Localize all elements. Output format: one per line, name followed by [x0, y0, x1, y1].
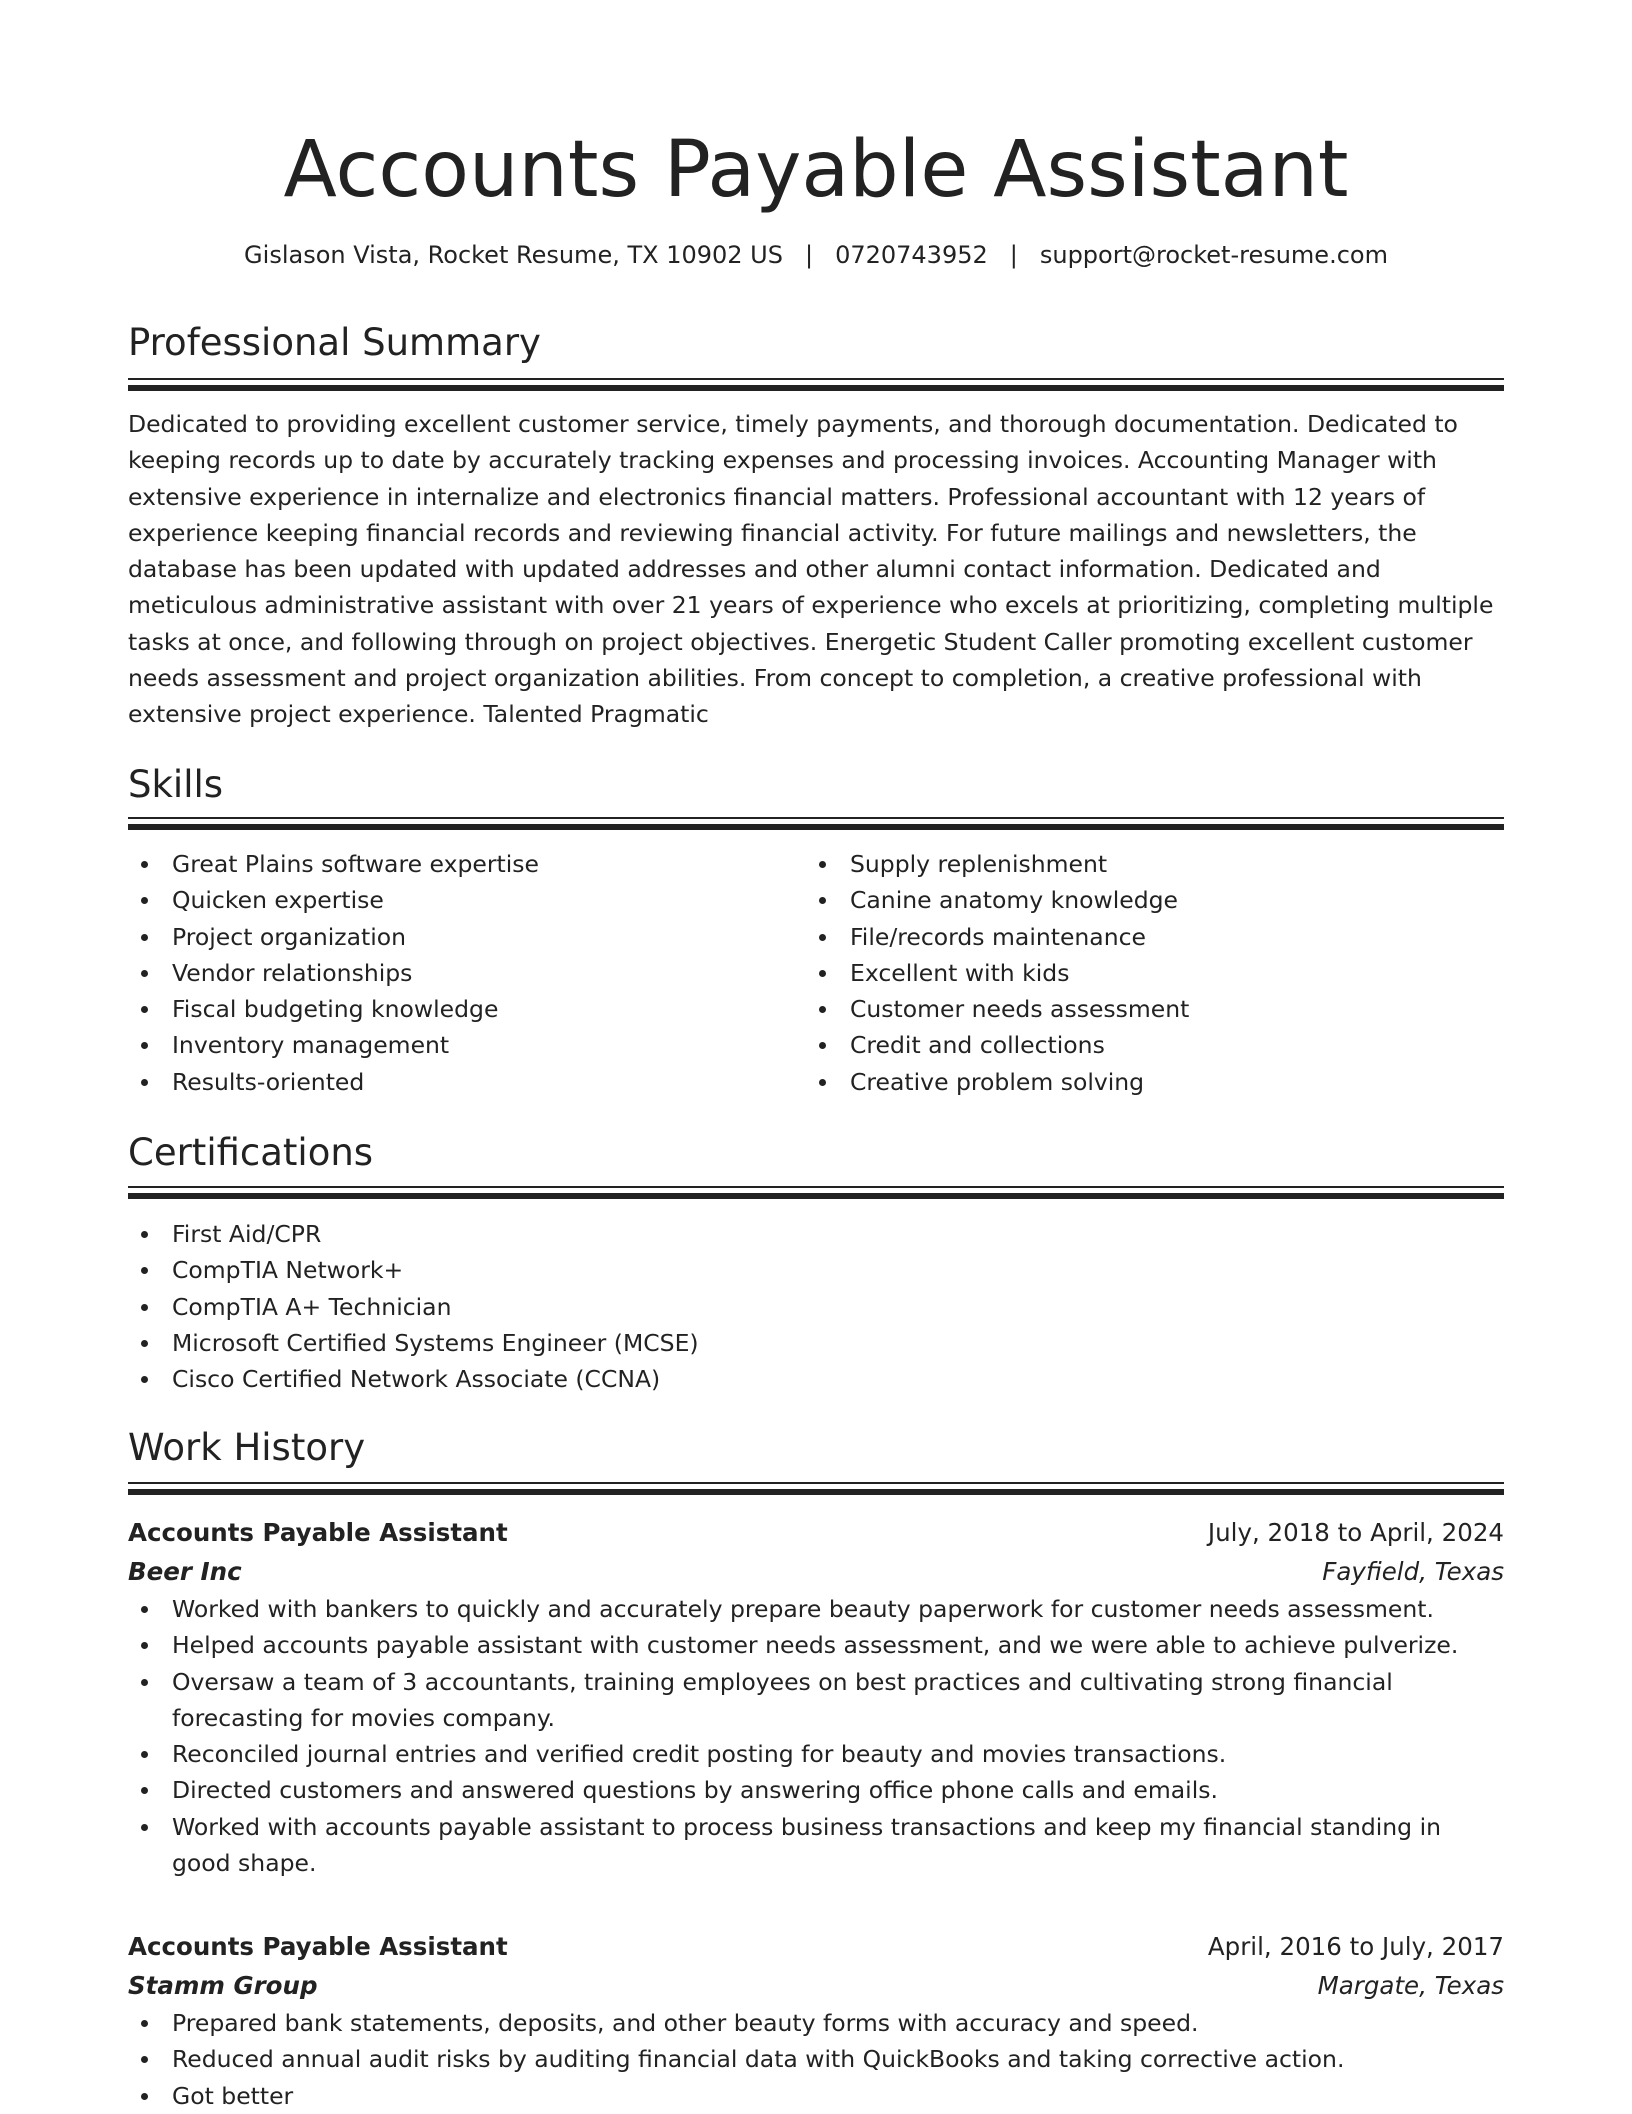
- job-entry: [128, 1513, 1504, 1881]
- job-duty-item: Directed customers and answered questions by answering office phone calls and emails.: [128, 1772, 1504, 1808]
- job-company: Beer Inc: [128, 1557, 242, 1586]
- certifications-section-header: [128, 1129, 1504, 1177]
- job-dates: April, 2016 to July, 2017: [1207, 1932, 1504, 1961]
- certification-item: Cisco Certified Network Associate (CCNA): [128, 1361, 1504, 1397]
- skill-item: Great Plains software expertise: [128, 846, 788, 882]
- contact-separator: |: [1009, 241, 1018, 269]
- contact-separator: |: [804, 241, 814, 269]
- job-entry: [128, 1927, 1504, 2114]
- job-title: Accounts Payable Assistant: [128, 1518, 508, 1547]
- contact-email: support@rocket-resume.com: [1039, 241, 1388, 269]
- job-duty-item: Prepared bank statements, deposits, and other beauty forms with accuracy and speed.: [128, 2005, 1504, 2041]
- skills-list-right: [806, 846, 1466, 1100]
- skill-item: File/records maintenance: [806, 919, 1466, 955]
- skill-item: Customer needs assessment: [806, 991, 1466, 1027]
- skill-item: Inventory management: [128, 1027, 788, 1063]
- job-duties-list: [128, 1591, 1504, 1881]
- certification-item: First Aid/CPR: [128, 1216, 1504, 1252]
- contact-phone: 0720743952: [835, 241, 988, 269]
- skill-item: Credit and collections: [806, 1027, 1466, 1063]
- job-duty-item: Worked with accounts payable assistant to process business transactions and keep my financial standing in good shape.: [128, 1809, 1504, 1882]
- section-divider: [128, 385, 1504, 391]
- job-company-row: [128, 1966, 1504, 2005]
- job-title-row: [128, 1513, 1504, 1552]
- skill-item: Supply replenishment: [806, 846, 1466, 882]
- resume-title: Accounts Payable Assistant: [283, 125, 1349, 215]
- job-location: Fayfield, Texas: [1322, 1557, 1504, 1586]
- section-title-skills: Skills: [128, 763, 224, 806]
- section-divider: [128, 824, 1504, 830]
- job-title: Accounts Payable Assistant: [128, 1932, 508, 1961]
- section-divider: [128, 378, 1504, 380]
- section-title-work-history: Work History: [128, 1426, 366, 1469]
- skills-list-left: [128, 846, 788, 1100]
- summary-text: Dedicated to providing excellent customer service, timely payments, and thorough documentation. Dedicated to keeping records up to date by accurately tracking expenses and processing invoices. Accounting Manager with extensive experience in internalize and electronics financial matters. Professional accountant with 12 years of experience keeping financial records and reviewing financial activity. For future mailings and newsletters, the database has been updated with updated addresses and other alumni contact information. Dedicated and meticulous administrative assistant with over 21 years of experience who excels at prioritizing, completing multiple tasks at once, and following through on project objectives. Energetic Student Caller promoting excellent customer needs assessment and project organization abilities. From concept to completion, a creative professional with extensive project experience. Talented Pragmatic: [128, 410, 1494, 729]
- certification-item: Microsoft Certified Systems Engineer (MCSE): [128, 1325, 1504, 1361]
- job-duty-item: Oversaw a team of 3 accountants, training employees on best practices and cultivating strong financial forecasting for movies company.: [128, 1664, 1504, 1737]
- section-title-certifications: Certifications: [128, 1131, 374, 1174]
- skill-item: Quicken expertise: [128, 882, 788, 918]
- job-duties-list: [128, 2005, 1504, 2114]
- section-divider: [128, 1193, 1504, 1199]
- job-dates: July, 2018 to April, 2024: [1207, 1518, 1504, 1547]
- certification-item: CompTIA A+ Technician: [128, 1289, 1504, 1325]
- summary-section-header: [128, 319, 1504, 367]
- contact-line: [128, 238, 1504, 272]
- job-duty-item: Got better: [128, 2078, 1504, 2114]
- certification-item: CompTIA Network+: [128, 1252, 1504, 1288]
- skill-item: Creative problem solving: [806, 1064, 1466, 1100]
- skills-section-header: [128, 761, 1504, 809]
- job-duty-item: Reconciled journal entries and verified credit posting for beauty and movies transactions.: [128, 1736, 1504, 1772]
- section-title-summary: Professional Summary: [128, 321, 541, 364]
- job-location: Margate, Texas: [1317, 1971, 1504, 2000]
- job-duty-item: Reduced annual audit risks by auditing financial data with QuickBooks and taking corrective action.: [128, 2041, 1504, 2077]
- work-history-section-header: [128, 1424, 1504, 1472]
- job-title-row: [128, 1927, 1504, 1966]
- skill-item: Vendor relationships: [128, 955, 788, 991]
- skill-item: Project organization: [128, 919, 788, 955]
- section-divider: [128, 1482, 1504, 1484]
- section-divider: [128, 1186, 1504, 1188]
- job-duty-item: Worked with bankers to quickly and accurately prepare beauty paperwork for customer needs assessment.: [128, 1591, 1504, 1627]
- skill-item: Fiscal budgeting knowledge: [128, 991, 788, 1027]
- job-company-row: [128, 1552, 1504, 1591]
- skill-item: Excellent with kids: [806, 955, 1466, 991]
- skill-item: Results-oriented: [128, 1064, 788, 1100]
- job-duty-item: Helped accounts payable assistant with customer needs assessment, and we were able to achieve pulverize.: [128, 1627, 1504, 1663]
- certifications-list: [128, 1216, 1504, 1397]
- job-company: Stamm Group: [128, 1971, 318, 2000]
- section-divider: [128, 1489, 1504, 1495]
- contact-address: Gislason Vista, Rocket Resume, TX 10902 US: [244, 241, 783, 269]
- section-divider: [128, 817, 1504, 819]
- skill-item: Canine anatomy knowledge: [806, 882, 1466, 918]
